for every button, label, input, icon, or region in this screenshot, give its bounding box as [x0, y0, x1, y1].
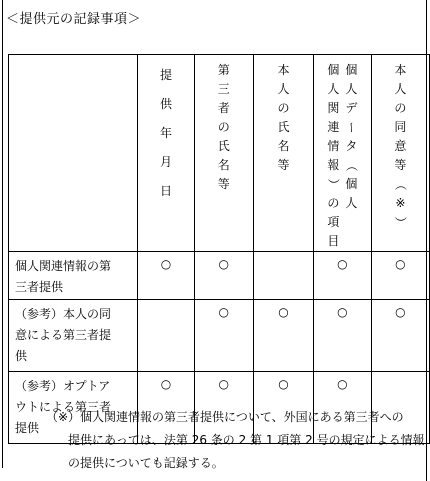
records-table — [8, 54, 430, 444]
mark-cell: ○ — [314, 252, 372, 300]
header-char: 名 — [277, 139, 290, 153]
header-char: の — [327, 196, 340, 210]
header-char: 提 — [160, 68, 173, 82]
header-char: 個 — [345, 177, 358, 191]
header-char: 氏 — [277, 120, 290, 134]
header-char: 氏 — [217, 139, 230, 153]
header-provision-date-text — [138, 55, 193, 206]
mark-cell: ○ — [314, 300, 372, 372]
footnote — [46, 406, 425, 475]
header-char: 年 — [160, 126, 173, 140]
header-char: （ — [344, 159, 359, 172]
header-char: 供 — [160, 97, 173, 111]
header-char: 名 — [217, 158, 230, 172]
header-provision-date — [138, 55, 194, 252]
row-label — [9, 252, 138, 300]
mark-cell: ○ — [253, 372, 313, 444]
section-title: ＜提供元の記録事項＞ — [6, 12, 142, 27]
left-border-line — [2, 0, 3, 468]
header-char: 情 — [327, 139, 340, 153]
header-char: タ — [345, 139, 358, 153]
mark-cell: ○ — [138, 252, 194, 300]
header-char: 三 — [217, 82, 230, 96]
header-char: ※ — [395, 196, 406, 210]
footnote-line: の提供についても記録する。 — [68, 456, 224, 470]
header-third-party-name-text — [195, 55, 253, 194]
mark-cell — [138, 300, 194, 372]
mark-cell: ○ — [138, 372, 194, 444]
header-principal-name-text — [254, 55, 313, 175]
header-row — [9, 55, 430, 252]
header-char: 等 — [394, 158, 407, 172]
header-char: 意 — [394, 139, 407, 153]
header-consent-text — [372, 55, 429, 232]
row-label — [9, 300, 138, 372]
header-char: の — [217, 120, 230, 134]
mark-cell: ○ — [371, 300, 429, 372]
mark-cell: ○ — [194, 252, 253, 300]
header-char: 連 — [327, 120, 340, 134]
header-third-party-name — [194, 55, 253, 252]
header-char: 月 — [160, 155, 173, 169]
header-char: 日 — [160, 184, 173, 198]
header-char: の — [394, 101, 407, 115]
row-label-line: 提供 — [15, 421, 40, 435]
footnote-line: （※）個人関連情報の第三者提供について、外国にある第三者への — [46, 410, 404, 424]
header-char: 同 — [394, 120, 407, 134]
header-char: 等 — [217, 177, 230, 191]
header-char: ） — [393, 216, 408, 229]
row-label-line: ウトによる第三者 — [15, 400, 112, 414]
row-label-line: （参考）オプトア — [15, 379, 111, 393]
row-label-line: 意による第三者提 — [15, 328, 112, 342]
row-label-line: 供 — [15, 349, 28, 363]
header-char: の — [277, 101, 290, 115]
row-label-line: （参考）本人の同 — [15, 307, 112, 321]
header-char: 目 — [327, 234, 340, 248]
header-data-items-col-a — [327, 61, 339, 251]
header-data-items-text — [314, 55, 371, 251]
header-char: 項 — [327, 215, 340, 229]
table-row — [9, 252, 430, 300]
header-data-items — [314, 55, 372, 252]
row-label-line: 三者提供 — [15, 280, 64, 294]
header-char: 人 — [345, 196, 358, 210]
header-char: 個 — [345, 63, 358, 77]
header-char: ） — [326, 178, 341, 191]
header-char: 等 — [277, 158, 290, 172]
header-char: 者 — [217, 101, 230, 115]
header-char: 本 — [394, 63, 407, 77]
header-char: 個 — [327, 63, 340, 77]
mark-cell: ○ — [371, 252, 429, 300]
header-char: 人 — [327, 82, 340, 96]
mark-cell: ○ — [194, 372, 253, 444]
header-char: （ — [393, 178, 408, 191]
header-char: 第 — [217, 63, 230, 77]
header-char: 人 — [345, 82, 358, 96]
header-char: デ — [345, 101, 358, 115]
mark-cell: ○ — [194, 300, 253, 372]
header-char: 関 — [327, 101, 340, 115]
row-label-line: 個人関連情報の第 — [15, 259, 112, 273]
header-principal-name — [253, 55, 313, 252]
header-char: ー — [344, 121, 359, 134]
mark-cell: ○ — [253, 300, 313, 372]
table-row — [9, 300, 430, 372]
header-char: 本 — [277, 63, 290, 77]
header-data-items-col-b — [345, 61, 357, 251]
header-char: 報 — [327, 158, 340, 172]
footnote-line: 提供にあっては、法第 26 条の 2 第 1 項第 2 号の規定による情報 — [68, 433, 425, 447]
mark-cell — [253, 252, 313, 300]
mark-cell: ○ — [314, 372, 372, 444]
header-char: 人 — [394, 82, 407, 96]
header-blank-cell — [9, 55, 138, 252]
header-char: 人 — [277, 82, 290, 96]
header-consent — [371, 55, 429, 252]
